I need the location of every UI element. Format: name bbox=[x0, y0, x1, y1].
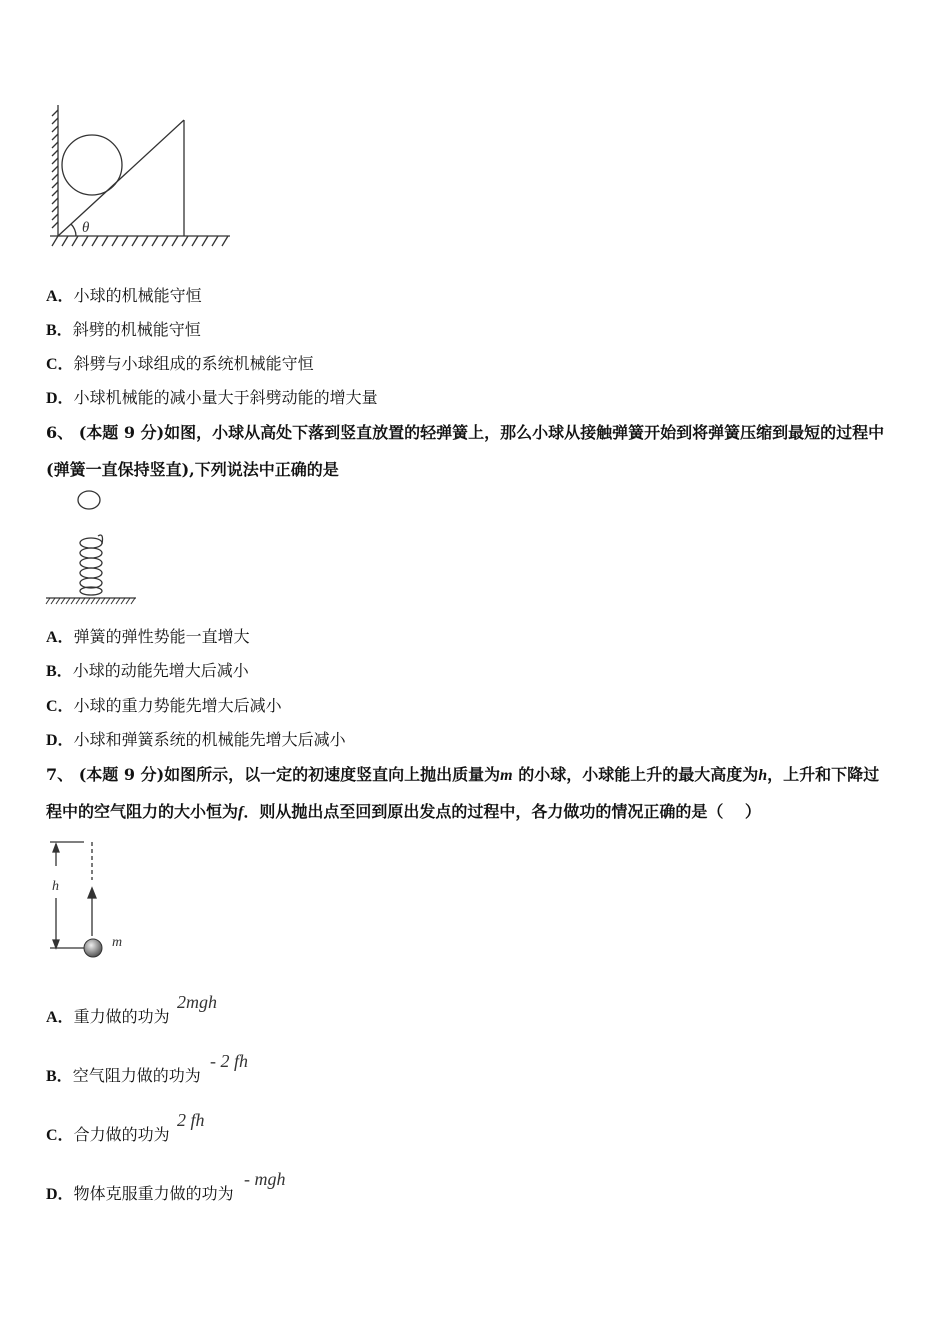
spring-ball-figure bbox=[44, 486, 144, 608]
q7-score: (本题 9 分) bbox=[78, 765, 165, 784]
option-letter: B． bbox=[46, 322, 73, 339]
q7-option-c[interactable] bbox=[46, 1125, 170, 1146]
q7-text: ．则从抛出点至回到原出发点的过程中，各力做功的情况正确的是（ ） bbox=[243, 802, 761, 821]
option-letter: A． bbox=[46, 629, 74, 646]
option-text: 重力做的功为 bbox=[73, 1007, 170, 1026]
q7-number: 7、 bbox=[46, 765, 74, 784]
q7-text: ，上升和下降过 bbox=[767, 765, 880, 784]
option-text: 小球的机械能守恒 bbox=[73, 286, 202, 305]
option-letter: D． bbox=[46, 732, 74, 749]
q7-option-d-expr: - mgh bbox=[244, 1169, 286, 1189]
height-symbol: h bbox=[758, 767, 768, 784]
option-letter: A． bbox=[46, 288, 74, 305]
option-text: 斜劈的机械能守恒 bbox=[72, 320, 201, 339]
option-letter: B． bbox=[46, 663, 73, 680]
q6-stem-line2 bbox=[46, 460, 339, 480]
option-letter: B． bbox=[46, 1068, 73, 1085]
q6-number: 6、 bbox=[46, 423, 74, 442]
q7-option-b-expr: - 2 fh bbox=[210, 1051, 248, 1071]
q5-option-c[interactable] bbox=[46, 354, 314, 375]
q5-option-b[interactable] bbox=[46, 320, 201, 341]
q7-option-d[interactable] bbox=[46, 1184, 234, 1205]
mass-label: m bbox=[112, 935, 123, 950]
q6-text: 如图，小球从高处下落到竖直放置的轻弹簧上，那么小球从接触弹簧开始到将弹簧压缩到最短的过程中 bbox=[164, 423, 885, 442]
height-label: h bbox=[52, 879, 59, 894]
option-text: 小球的重力势能先增大后减小 bbox=[73, 696, 282, 715]
q7-text: 程中的空气阻力的大小恒为 bbox=[46, 802, 239, 821]
q7-text: 如图所示，以一定的初速度竖直向上抛出质量为 bbox=[164, 765, 501, 784]
projectile-figure bbox=[44, 836, 144, 962]
q7-stem-line1 bbox=[46, 765, 879, 786]
option-text: 空气阻力做的功为 bbox=[72, 1066, 201, 1085]
q7-option-b[interactable] bbox=[46, 1066, 201, 1087]
wedge-ball-figure bbox=[46, 100, 236, 250]
option-letter: C． bbox=[46, 356, 74, 373]
option-text: 弹簧的弹性势能一直增大 bbox=[73, 627, 250, 646]
option-text: 物体克服重力做的功为 bbox=[73, 1184, 234, 1203]
q6-score: (本题 9 分) bbox=[78, 423, 165, 442]
option-text: 合力做的功为 bbox=[73, 1125, 170, 1144]
q6-option-b[interactable] bbox=[46, 661, 249, 682]
q5-option-d[interactable] bbox=[46, 388, 378, 409]
q6-option-d[interactable] bbox=[46, 730, 346, 751]
option-text: 小球的动能先增大后减小 bbox=[72, 661, 249, 680]
angle-label: θ bbox=[82, 220, 90, 236]
force-symbol: f bbox=[238, 804, 244, 821]
option-text: 小球和弹簧系统的机械能先增大后减小 bbox=[73, 730, 346, 749]
q6-stem-line1 bbox=[46, 423, 884, 443]
option-text: 小球机械能的减小量大于斜劈动能的增大量 bbox=[73, 388, 378, 407]
q6-option-a[interactable] bbox=[46, 627, 250, 648]
q7-option-c-expr: 2 fh bbox=[177, 1110, 205, 1130]
q7-stem-line2 bbox=[46, 802, 761, 823]
option-letter: D． bbox=[46, 1186, 74, 1203]
q6-option-c[interactable] bbox=[46, 696, 282, 717]
option-letter: A． bbox=[46, 1009, 74, 1026]
q7-text: 的小球，小球能上升的最大高度为 bbox=[518, 765, 759, 784]
option-text: 斜劈与小球组成的系统机械能守恒 bbox=[73, 354, 314, 373]
q7-option-a-expr: 2mgh bbox=[177, 992, 217, 1012]
option-letter: D． bbox=[46, 390, 74, 407]
q6-text-2: (弹簧一直保持竖直),下列说法中正确的是 bbox=[46, 460, 339, 479]
mass-symbol: m bbox=[500, 767, 513, 784]
q5-option-a[interactable] bbox=[46, 286, 202, 307]
option-letter: C． bbox=[46, 698, 74, 715]
option-letter: C． bbox=[46, 1127, 74, 1144]
q7-option-a[interactable] bbox=[46, 1007, 170, 1028]
